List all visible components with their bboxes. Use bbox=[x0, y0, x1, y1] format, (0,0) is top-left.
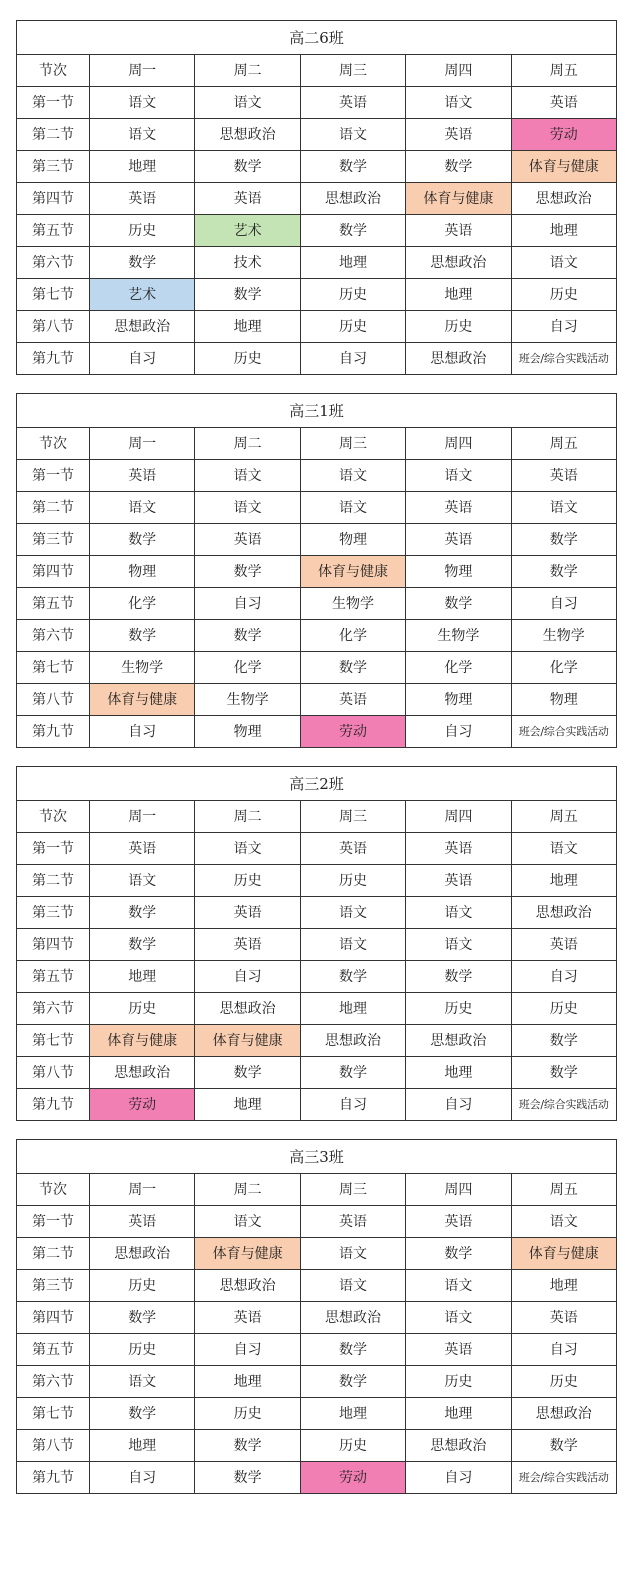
subject-cell: 英语 bbox=[406, 119, 511, 151]
subject-cell: 历史 bbox=[300, 865, 405, 897]
subject-cell: 化学 bbox=[195, 652, 300, 684]
period-cell: 第四节 bbox=[17, 1302, 90, 1334]
period-cell: 第七节 bbox=[17, 1398, 90, 1430]
table-row bbox=[17, 1025, 617, 1057]
subject-cell-pe: 体育与健康 bbox=[195, 1238, 300, 1270]
subject-cell: 地理 bbox=[300, 247, 405, 279]
table-row bbox=[17, 311, 617, 343]
subject-cell: 自习 bbox=[195, 1334, 300, 1366]
subject-cell: 英语 bbox=[511, 87, 616, 119]
subject-cell: 语文 bbox=[195, 833, 300, 865]
header-cell: 节次 bbox=[17, 55, 90, 87]
subject-cell: 生物学 bbox=[300, 588, 405, 620]
subject-cell: 数学 bbox=[90, 897, 195, 929]
subject-cell: 英语 bbox=[300, 684, 405, 716]
period-cell: 第三节 bbox=[17, 897, 90, 929]
period-cell: 第九节 bbox=[17, 1089, 90, 1121]
table-row bbox=[17, 1398, 617, 1430]
subject-cell: 语文 bbox=[90, 865, 195, 897]
table-row bbox=[17, 1430, 617, 1462]
subject-cell: 地理 bbox=[511, 1270, 616, 1302]
subject-cell: 地理 bbox=[406, 1398, 511, 1430]
subject-cell: 语文 bbox=[90, 87, 195, 119]
table-row bbox=[17, 833, 617, 865]
subject-cell: 英语 bbox=[195, 524, 300, 556]
subject-cell: 数学 bbox=[511, 524, 616, 556]
header-row bbox=[17, 1174, 617, 1206]
table-row bbox=[17, 524, 617, 556]
table-title-row bbox=[17, 21, 617, 55]
subject-cell: 地理 bbox=[511, 865, 616, 897]
subject-cell: 数学 bbox=[300, 961, 405, 993]
subject-cell-class-meeting: 班会/综合实践活动 bbox=[511, 716, 616, 748]
table-row bbox=[17, 1057, 617, 1089]
table-row bbox=[17, 929, 617, 961]
subject-cell: 英语 bbox=[511, 1302, 616, 1334]
subject-cell: 英语 bbox=[511, 460, 616, 492]
subject-cell: 数学 bbox=[511, 1057, 616, 1089]
period-cell: 第八节 bbox=[17, 684, 90, 716]
subject-cell: 数学 bbox=[195, 1057, 300, 1089]
period-cell: 第八节 bbox=[17, 1430, 90, 1462]
table-row bbox=[17, 1302, 617, 1334]
subject-cell: 地理 bbox=[90, 151, 195, 183]
subject-cell: 英语 bbox=[195, 929, 300, 961]
subject-cell: 英语 bbox=[406, 1334, 511, 1366]
subject-cell: 英语 bbox=[406, 1206, 511, 1238]
subject-cell: 地理 bbox=[406, 1057, 511, 1089]
subject-cell: 英语 bbox=[300, 833, 405, 865]
subject-cell: 英语 bbox=[195, 897, 300, 929]
subject-cell: 语文 bbox=[511, 1206, 616, 1238]
subject-cell: 物理 bbox=[300, 524, 405, 556]
header-row bbox=[17, 801, 617, 833]
period-cell: 第七节 bbox=[17, 652, 90, 684]
subject-cell: 思想政治 bbox=[511, 183, 616, 215]
subject-cell: 生物学 bbox=[406, 620, 511, 652]
subject-cell: 语文 bbox=[195, 1206, 300, 1238]
header-cell: 节次 bbox=[17, 1174, 90, 1206]
subject-cell: 数学 bbox=[406, 151, 511, 183]
subject-cell-pe: 体育与健康 bbox=[511, 1238, 616, 1270]
subject-cell: 技术 bbox=[195, 247, 300, 279]
subject-cell: 英语 bbox=[406, 492, 511, 524]
subject-cell: 思想政治 bbox=[300, 183, 405, 215]
table-row bbox=[17, 1366, 617, 1398]
subject-cell: 历史 bbox=[300, 279, 405, 311]
subject-cell: 思想政治 bbox=[195, 993, 300, 1025]
table-row bbox=[17, 215, 617, 247]
period-cell: 第九节 bbox=[17, 1462, 90, 1494]
subject-cell: 语文 bbox=[90, 492, 195, 524]
subject-cell: 历史 bbox=[195, 865, 300, 897]
subject-cell: 英语 bbox=[90, 833, 195, 865]
subject-cell: 历史 bbox=[90, 1270, 195, 1302]
subject-cell: 历史 bbox=[90, 215, 195, 247]
subject-cell: 英语 bbox=[511, 929, 616, 961]
subject-cell: 语文 bbox=[300, 1238, 405, 1270]
subject-cell: 英语 bbox=[195, 183, 300, 215]
subject-cell-art: 艺术 bbox=[90, 279, 195, 311]
table-row bbox=[17, 1462, 617, 1494]
subject-cell: 思想政治 bbox=[406, 1430, 511, 1462]
subject-cell: 数学 bbox=[300, 1334, 405, 1366]
subject-cell: 地理 bbox=[195, 1366, 300, 1398]
subject-cell: 数学 bbox=[300, 1057, 405, 1089]
subject-cell: 语文 bbox=[406, 87, 511, 119]
subject-cell: 英语 bbox=[90, 183, 195, 215]
period-cell: 第一节 bbox=[17, 833, 90, 865]
subject-cell: 自习 bbox=[195, 588, 300, 620]
period-cell: 第六节 bbox=[17, 1366, 90, 1398]
subject-cell: 语文 bbox=[195, 492, 300, 524]
subject-cell: 英语 bbox=[90, 460, 195, 492]
subject-cell: 物理 bbox=[195, 716, 300, 748]
table-title-row bbox=[17, 1140, 617, 1174]
table-row bbox=[17, 865, 617, 897]
subject-cell: 数学 bbox=[195, 1430, 300, 1462]
subject-cell: 历史 bbox=[406, 1366, 511, 1398]
table-row bbox=[17, 556, 617, 588]
subject-cell-pe: 体育与健康 bbox=[300, 556, 405, 588]
period-cell: 第五节 bbox=[17, 588, 90, 620]
subject-cell: 数学 bbox=[511, 1430, 616, 1462]
period-cell: 第三节 bbox=[17, 524, 90, 556]
table-title: 高三2班 bbox=[17, 767, 617, 801]
subject-cell: 语文 bbox=[406, 897, 511, 929]
subject-cell: 自习 bbox=[406, 716, 511, 748]
subject-cell: 数学 bbox=[300, 151, 405, 183]
period-cell: 第三节 bbox=[17, 1270, 90, 1302]
subject-cell: 自习 bbox=[90, 343, 195, 375]
subject-cell: 历史 bbox=[511, 993, 616, 1025]
subject-cell: 化学 bbox=[406, 652, 511, 684]
subject-cell-pe: 体育与健康 bbox=[90, 684, 195, 716]
period-cell: 第四节 bbox=[17, 929, 90, 961]
subject-cell-labor: 劳动 bbox=[300, 716, 405, 748]
header-cell: 周三 bbox=[300, 428, 405, 460]
table-row bbox=[17, 279, 617, 311]
subject-cell: 语文 bbox=[406, 1302, 511, 1334]
header-cell: 周二 bbox=[195, 801, 300, 833]
subject-cell: 数学 bbox=[300, 1366, 405, 1398]
table-row bbox=[17, 1238, 617, 1270]
subject-cell: 语文 bbox=[406, 1270, 511, 1302]
subject-cell: 数学 bbox=[300, 652, 405, 684]
subject-cell-pe: 体育与健康 bbox=[406, 183, 511, 215]
subject-cell: 数学 bbox=[300, 215, 405, 247]
subject-cell: 思想政治 bbox=[511, 1398, 616, 1430]
subject-cell: 自习 bbox=[511, 588, 616, 620]
table-title: 高三3班 bbox=[17, 1140, 617, 1174]
subject-cell: 语文 bbox=[300, 119, 405, 151]
header-cell: 周四 bbox=[406, 428, 511, 460]
subject-cell: 数学 bbox=[406, 588, 511, 620]
subject-cell: 思想政治 bbox=[90, 1238, 195, 1270]
subject-cell: 地理 bbox=[90, 961, 195, 993]
subject-cell: 地理 bbox=[195, 1089, 300, 1121]
period-cell: 第九节 bbox=[17, 343, 90, 375]
subject-cell: 地理 bbox=[90, 1430, 195, 1462]
header-cell: 周一 bbox=[90, 428, 195, 460]
table-row bbox=[17, 716, 617, 748]
header-cell: 周五 bbox=[511, 1174, 616, 1206]
period-cell: 第八节 bbox=[17, 1057, 90, 1089]
subject-cell-pe: 体育与健康 bbox=[511, 151, 616, 183]
period-cell: 第五节 bbox=[17, 961, 90, 993]
subject-cell: 语文 bbox=[195, 87, 300, 119]
period-cell: 第七节 bbox=[17, 279, 90, 311]
period-cell: 第五节 bbox=[17, 1334, 90, 1366]
subject-cell: 英语 bbox=[406, 833, 511, 865]
header-cell: 周四 bbox=[406, 801, 511, 833]
subject-cell: 数学 bbox=[90, 247, 195, 279]
table-row bbox=[17, 588, 617, 620]
subject-cell-pe: 体育与健康 bbox=[90, 1025, 195, 1057]
subject-cell-class-meeting: 班会/综合实践活动 bbox=[511, 1462, 616, 1494]
subject-cell: 物理 bbox=[406, 684, 511, 716]
subject-cell: 思想政治 bbox=[195, 1270, 300, 1302]
table-row bbox=[17, 1206, 617, 1238]
subject-cell: 数学 bbox=[195, 279, 300, 311]
subject-cell: 英语 bbox=[406, 524, 511, 556]
subject-cell: 思想政治 bbox=[406, 247, 511, 279]
subject-cell: 英语 bbox=[300, 1206, 405, 1238]
subject-cell: 历史 bbox=[300, 311, 405, 343]
subject-cell: 数学 bbox=[195, 1462, 300, 1494]
subject-cell: 历史 bbox=[406, 311, 511, 343]
header-cell: 周五 bbox=[511, 428, 616, 460]
subject-cell: 自习 bbox=[300, 343, 405, 375]
subject-cell: 语文 bbox=[300, 929, 405, 961]
period-cell: 第一节 bbox=[17, 460, 90, 492]
table-title-row bbox=[17, 394, 617, 428]
subject-cell: 历史 bbox=[300, 1430, 405, 1462]
subject-cell: 思想政治 bbox=[195, 119, 300, 151]
subject-cell-labor: 劳动 bbox=[511, 119, 616, 151]
table-row bbox=[17, 247, 617, 279]
subject-cell: 数学 bbox=[90, 1302, 195, 1334]
subject-cell: 物理 bbox=[90, 556, 195, 588]
header-cell: 周五 bbox=[511, 801, 616, 833]
subject-cell: 历史 bbox=[406, 993, 511, 1025]
subject-cell: 历史 bbox=[90, 1334, 195, 1366]
table-row bbox=[17, 492, 617, 524]
subject-cell: 数学 bbox=[406, 1238, 511, 1270]
subject-cell: 语文 bbox=[511, 833, 616, 865]
subject-cell: 英语 bbox=[406, 215, 511, 247]
subject-cell: 思想政治 bbox=[90, 311, 195, 343]
table-row bbox=[17, 343, 617, 375]
subject-cell: 数学 bbox=[406, 961, 511, 993]
period-cell: 第四节 bbox=[17, 183, 90, 215]
header-cell: 周二 bbox=[195, 55, 300, 87]
subject-cell: 思想政治 bbox=[406, 343, 511, 375]
subject-cell: 地理 bbox=[406, 279, 511, 311]
period-cell: 第二节 bbox=[17, 492, 90, 524]
table-row bbox=[17, 151, 617, 183]
subject-cell: 自习 bbox=[511, 961, 616, 993]
header-cell: 周四 bbox=[406, 55, 511, 87]
table-row bbox=[17, 1270, 617, 1302]
subject-cell-class-meeting: 班会/综合实践活动 bbox=[511, 1089, 616, 1121]
table-row bbox=[17, 183, 617, 215]
period-cell: 第二节 bbox=[17, 119, 90, 151]
subject-cell: 数学 bbox=[195, 151, 300, 183]
subject-cell: 生物学 bbox=[90, 652, 195, 684]
period-cell: 第四节 bbox=[17, 556, 90, 588]
subject-cell: 思想政治 bbox=[511, 897, 616, 929]
subject-cell: 语文 bbox=[300, 1270, 405, 1302]
header-cell: 周一 bbox=[90, 55, 195, 87]
period-cell: 第六节 bbox=[17, 247, 90, 279]
subject-cell-class-meeting: 班会/综合实践活动 bbox=[511, 343, 616, 375]
table-row bbox=[17, 119, 617, 151]
timetables-container bbox=[16, 20, 616, 1512]
subject-cell: 语文 bbox=[300, 460, 405, 492]
subject-cell: 历史 bbox=[511, 279, 616, 311]
subject-cell: 思想政治 bbox=[300, 1302, 405, 1334]
subject-cell: 自习 bbox=[300, 1089, 405, 1121]
subject-cell: 语文 bbox=[90, 1366, 195, 1398]
header-cell: 周四 bbox=[406, 1174, 511, 1206]
timetable-g3c1 bbox=[16, 393, 617, 748]
subject-cell-labor: 劳动 bbox=[90, 1089, 195, 1121]
subject-cell: 地理 bbox=[300, 1398, 405, 1430]
subject-cell: 生物学 bbox=[511, 620, 616, 652]
header-cell: 周三 bbox=[300, 55, 405, 87]
header-cell: 节次 bbox=[17, 428, 90, 460]
subject-cell: 语文 bbox=[300, 492, 405, 524]
subject-cell: 地理 bbox=[195, 311, 300, 343]
table-row bbox=[17, 87, 617, 119]
subject-cell: 语文 bbox=[511, 247, 616, 279]
subject-cell-pe: 体育与健康 bbox=[195, 1025, 300, 1057]
subject-cell: 自习 bbox=[511, 311, 616, 343]
subject-cell: 化学 bbox=[300, 620, 405, 652]
table-title: 高三1班 bbox=[17, 394, 617, 428]
subject-cell: 数学 bbox=[195, 556, 300, 588]
subject-cell: 语文 bbox=[90, 119, 195, 151]
period-cell: 第六节 bbox=[17, 993, 90, 1025]
header-row bbox=[17, 55, 617, 87]
subject-cell: 自习 bbox=[90, 1462, 195, 1494]
period-cell: 第三节 bbox=[17, 151, 90, 183]
subject-cell: 自习 bbox=[195, 961, 300, 993]
timetable-g3c3 bbox=[16, 1139, 617, 1494]
table-row bbox=[17, 961, 617, 993]
header-cell: 周二 bbox=[195, 1174, 300, 1206]
subject-cell: 数学 bbox=[90, 929, 195, 961]
subject-cell: 历史 bbox=[511, 1366, 616, 1398]
subject-cell: 历史 bbox=[90, 993, 195, 1025]
subject-cell-art: 艺术 bbox=[195, 215, 300, 247]
header-cell: 节次 bbox=[17, 801, 90, 833]
subject-cell-labor: 劳动 bbox=[300, 1462, 405, 1494]
table-row bbox=[17, 652, 617, 684]
period-cell: 第八节 bbox=[17, 311, 90, 343]
period-cell: 第一节 bbox=[17, 87, 90, 119]
period-cell: 第二节 bbox=[17, 1238, 90, 1270]
table-title: 高二6班 bbox=[17, 21, 617, 55]
subject-cell: 化学 bbox=[511, 652, 616, 684]
table-title-row bbox=[17, 767, 617, 801]
table-row bbox=[17, 620, 617, 652]
subject-cell: 思想政治 bbox=[406, 1025, 511, 1057]
subject-cell: 历史 bbox=[195, 343, 300, 375]
subject-cell: 数学 bbox=[511, 1025, 616, 1057]
table-row bbox=[17, 460, 617, 492]
subject-cell: 自习 bbox=[406, 1089, 511, 1121]
header-cell: 周五 bbox=[511, 55, 616, 87]
header-cell: 周三 bbox=[300, 1174, 405, 1206]
header-row bbox=[17, 428, 617, 460]
subject-cell: 语文 bbox=[300, 897, 405, 929]
table-row bbox=[17, 1089, 617, 1121]
subject-cell: 语文 bbox=[406, 929, 511, 961]
period-cell: 第五节 bbox=[17, 215, 90, 247]
subject-cell: 英语 bbox=[90, 1206, 195, 1238]
subject-cell: 英语 bbox=[406, 865, 511, 897]
subject-cell: 自习 bbox=[90, 716, 195, 748]
subject-cell: 思想政治 bbox=[300, 1025, 405, 1057]
subject-cell: 地理 bbox=[511, 215, 616, 247]
subject-cell: 语文 bbox=[195, 460, 300, 492]
subject-cell: 思想政治 bbox=[90, 1057, 195, 1089]
subject-cell: 自习 bbox=[406, 1462, 511, 1494]
subject-cell: 历史 bbox=[195, 1398, 300, 1430]
timetable-g3c2 bbox=[16, 766, 617, 1121]
period-cell: 第一节 bbox=[17, 1206, 90, 1238]
period-cell: 第九节 bbox=[17, 716, 90, 748]
subject-cell: 英语 bbox=[300, 87, 405, 119]
subject-cell: 数学 bbox=[90, 524, 195, 556]
table-row bbox=[17, 684, 617, 716]
period-cell: 第七节 bbox=[17, 1025, 90, 1057]
subject-cell: 化学 bbox=[90, 588, 195, 620]
subject-cell: 数学 bbox=[195, 620, 300, 652]
subject-cell: 地理 bbox=[300, 993, 405, 1025]
subject-cell: 物理 bbox=[511, 684, 616, 716]
subject-cell: 数学 bbox=[511, 556, 616, 588]
subject-cell: 生物学 bbox=[195, 684, 300, 716]
header-cell: 周二 bbox=[195, 428, 300, 460]
subject-cell: 数学 bbox=[90, 620, 195, 652]
subject-cell: 自习 bbox=[511, 1334, 616, 1366]
timetable-g2c6 bbox=[16, 20, 617, 375]
header-cell: 周三 bbox=[300, 801, 405, 833]
table-row bbox=[17, 993, 617, 1025]
table-row bbox=[17, 1334, 617, 1366]
subject-cell: 英语 bbox=[195, 1302, 300, 1334]
subject-cell: 语文 bbox=[406, 460, 511, 492]
header-cell: 周一 bbox=[90, 1174, 195, 1206]
table-row bbox=[17, 897, 617, 929]
period-cell: 第二节 bbox=[17, 865, 90, 897]
subject-cell: 数学 bbox=[90, 1398, 195, 1430]
period-cell: 第六节 bbox=[17, 620, 90, 652]
subject-cell: 物理 bbox=[406, 556, 511, 588]
subject-cell: 语文 bbox=[511, 492, 616, 524]
header-cell: 周一 bbox=[90, 801, 195, 833]
